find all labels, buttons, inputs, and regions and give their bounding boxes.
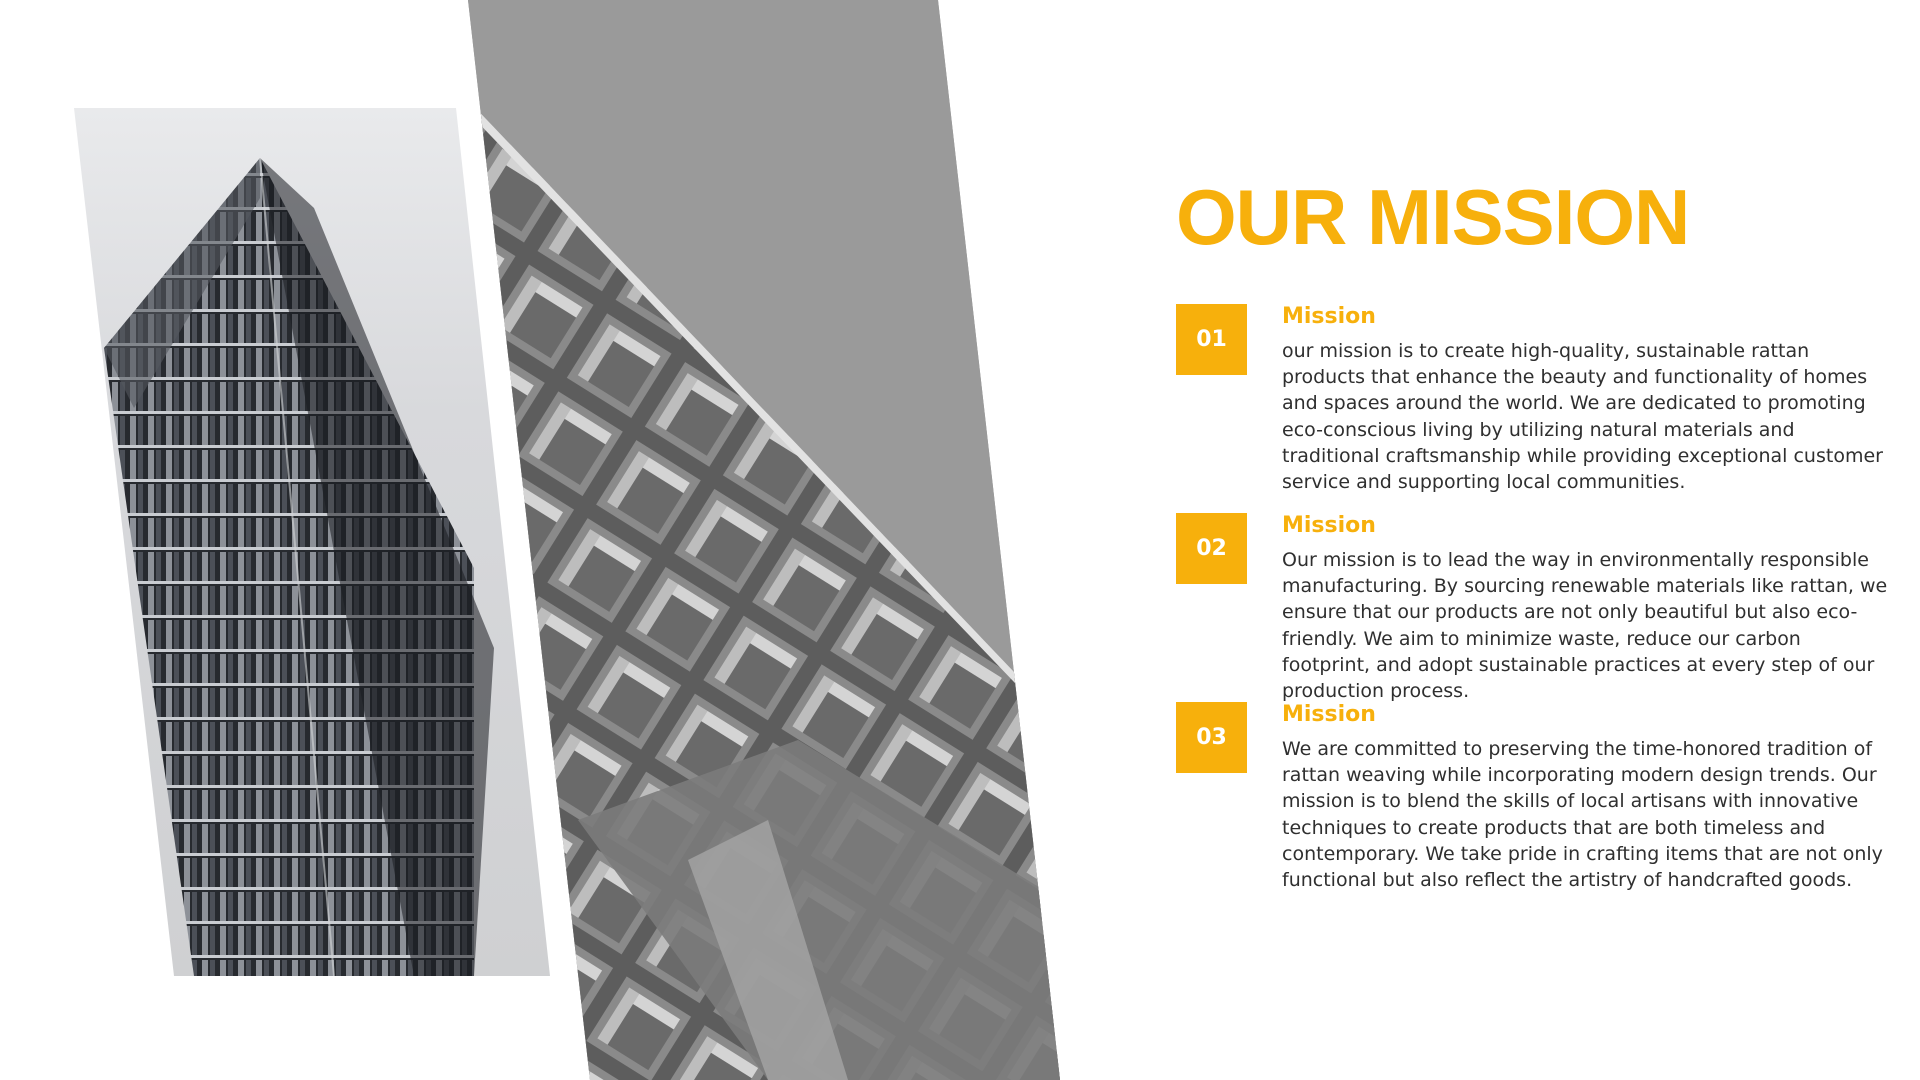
item-heading: Mission (1282, 702, 1376, 727)
tower-photo (74, 108, 550, 976)
number-badge: 01 (1176, 304, 1247, 375)
slide-title: OUR MISSION (1176, 173, 1690, 261)
number-badge: 02 (1176, 513, 1247, 584)
concrete-facade-photo (468, 0, 1060, 1080)
item-description: Our mission is to lead the way in environmentally responsible manufacturing. By sourcing renewable materials like rattan, we ensure that our products are not only beautiful but also eco-friendly. We aim to minimize waste, reduce our carbon footprint, and adopt sustainable practices at every step of our production process. (1282, 549, 1888, 703)
item-heading: Mission (1282, 304, 1376, 329)
item-description: our mission is to create high-quality, sustainable rattan products that enhance the beauty and functionality of homes and spaces around the world. We are dedicated to promoting eco-conscious living by utilizing natural materials and traditional craftsmanship while providing exceptional customer service and supporting local communities. (1282, 340, 1883, 494)
item-heading: Mission (1282, 513, 1376, 538)
item-description: We are committed to preserving the time-honored tradition of rattan weaving while incorporating modern design trends. Our mission is to blend the skills of local artisans with innovative techniques to create products that are both timeless and contemporary. We take pride in crafting items that are not only functional but also reflect the artistry of handcrafted goods. (1282, 738, 1883, 892)
number-badge: 03 (1176, 702, 1247, 773)
facade-illustration (468, 0, 1060, 1080)
tower-illustration (74, 108, 550, 976)
